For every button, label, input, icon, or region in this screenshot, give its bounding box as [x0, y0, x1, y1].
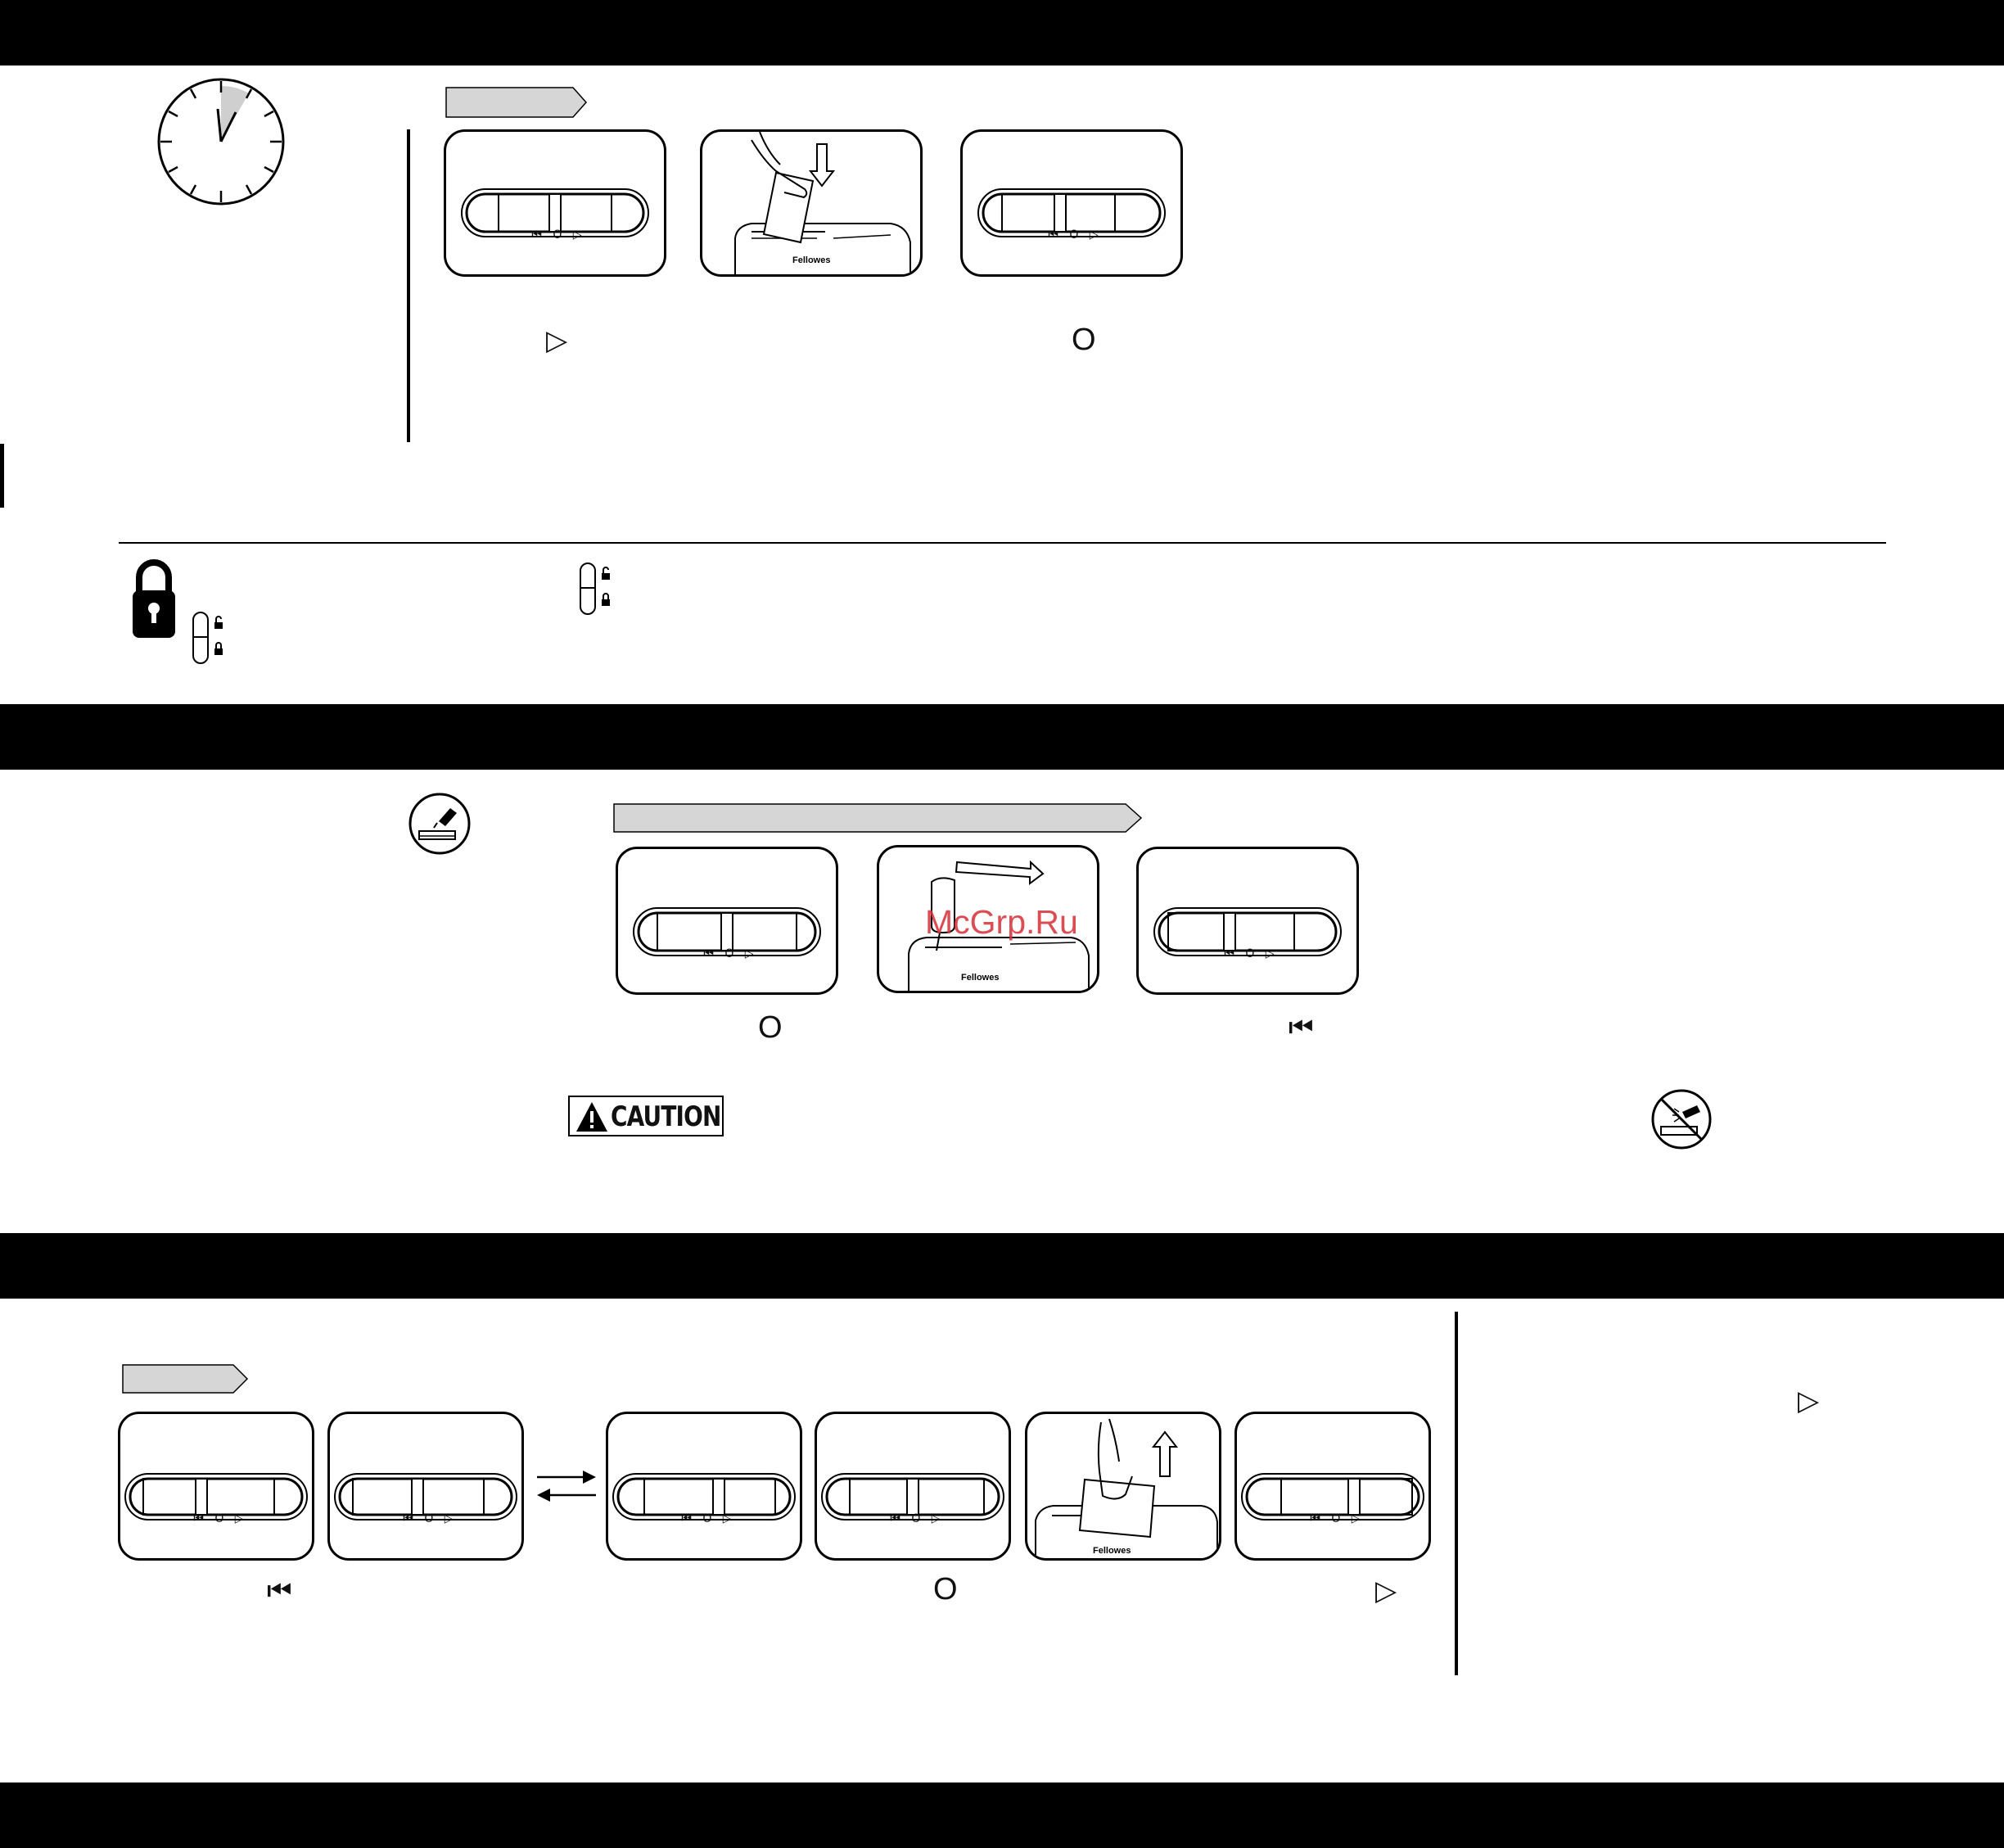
switch-label-forward: ▷: [931, 1512, 941, 1525]
oil-bottle-icon: [408, 792, 472, 856]
switch-label-reverse: ⏮: [403, 1512, 414, 1525]
switch-label-reverse: ⏮: [890, 1512, 901, 1525]
switch-panel-9: [1234, 1412, 1431, 1561]
double-arrow-icon: [534, 1466, 599, 1507]
switch-panel-7: [606, 1412, 802, 1561]
brand-logo: Fellowes: [1093, 1546, 1131, 1556]
switch-panel-2: [960, 129, 1183, 277]
brand-logo: Fellowes: [792, 255, 831, 265]
switch-label-reverse: ⏮: [531, 228, 543, 242]
switch-label-off: O: [724, 947, 734, 960]
switch-label-forward: ▷: [234, 1512, 244, 1525]
switch-label-off: O: [424, 1512, 434, 1525]
step-arrow-banner: [121, 1363, 250, 1394]
section1-divider: [407, 129, 410, 442]
switch-label-reverse: ⏮: [681, 1512, 693, 1525]
paper-insert-panel: [700, 129, 923, 277]
arrow-right-icon: [956, 862, 1043, 883]
step-arrow-banner: [445, 86, 588, 119]
lock-switch-icon: [577, 562, 614, 616]
header-band-section-3: [0, 1233, 2004, 1299]
no-oil-aerosol-icon: [1650, 1087, 1713, 1151]
off-symbol: O: [758, 1010, 783, 1045]
switch-panel-5: [118, 1412, 314, 1561]
padlock-icon: [131, 559, 177, 641]
caution-triangle-icon: [575, 1100, 609, 1133]
arrow-up-icon: [1153, 1432, 1176, 1476]
switch-label-reverse: ⏮: [193, 1512, 205, 1525]
header-band-section-2: [0, 704, 2004, 770]
switch-label-forward: ▷: [722, 1512, 732, 1525]
header-band-top: [0, 0, 2004, 66]
brand-logo: Fellowes: [961, 973, 1000, 983]
switch-label-forward: ▷: [1351, 1512, 1361, 1525]
switch-label-reverse: ⏮: [1310, 1512, 1321, 1525]
forward-symbol: ▷: [546, 324, 568, 357]
switch-label-off: O: [702, 1512, 712, 1525]
footer-band: [0, 1782, 2004, 1848]
caution-text: CAUTION: [611, 1100, 721, 1133]
switch-label-forward: ▷: [1089, 228, 1099, 242]
forward-symbol: ▷: [1375, 1575, 1397, 1607]
clock-icon: [156, 76, 287, 207]
section3-divider: [1455, 1312, 1458, 1675]
switch-panel-3: [616, 847, 838, 995]
switch-label-forward: ▷: [744, 947, 754, 960]
switch-label-forward: ▷: [1265, 947, 1275, 960]
switch-label-off: O: [911, 1512, 921, 1525]
switch-panel-1: [444, 129, 666, 277]
margin-mark: [0, 444, 4, 508]
switch-panel-8: [815, 1412, 1011, 1561]
switch-label-reverse: ⏮: [1224, 947, 1235, 960]
switch-label-off: O: [214, 1512, 224, 1525]
section-divider: [119, 542, 1886, 544]
switch-label-off: O: [553, 228, 562, 242]
caution-label: [568, 1096, 724, 1136]
switch-label-forward: ▷: [444, 1512, 454, 1525]
lock-switch-icon: [190, 611, 227, 665]
switch-label-reverse: ⏮: [703, 947, 715, 960]
reverse-symbol: ⏮: [267, 1575, 292, 1607]
rocker-switch-icon: [446, 132, 664, 274]
forward-symbol: ▷: [1798, 1385, 1820, 1417]
switch-label-reverse: ⏮: [1048, 228, 1059, 242]
off-symbol: O: [1072, 323, 1096, 357]
arrow-down-icon: [810, 144, 833, 186]
step-arrow-banner: [612, 802, 1144, 834]
switch-label-off: O: [1331, 1512, 1341, 1525]
switch-panel-4: [1136, 847, 1359, 995]
switch-label-forward: ▷: [572, 228, 582, 242]
switch-panel-6: [327, 1412, 524, 1561]
switch-label-off: O: [1069, 228, 1079, 242]
switch-label-off: O: [1245, 947, 1255, 960]
watermark: McGrp.Ru: [925, 903, 1078, 941]
reverse-symbol: ⏮: [1289, 1011, 1314, 1044]
paper-remove-panel: [1025, 1412, 1221, 1561]
shredder-illustration: [909, 938, 1089, 991]
off-symbol: O: [933, 1572, 958, 1606]
